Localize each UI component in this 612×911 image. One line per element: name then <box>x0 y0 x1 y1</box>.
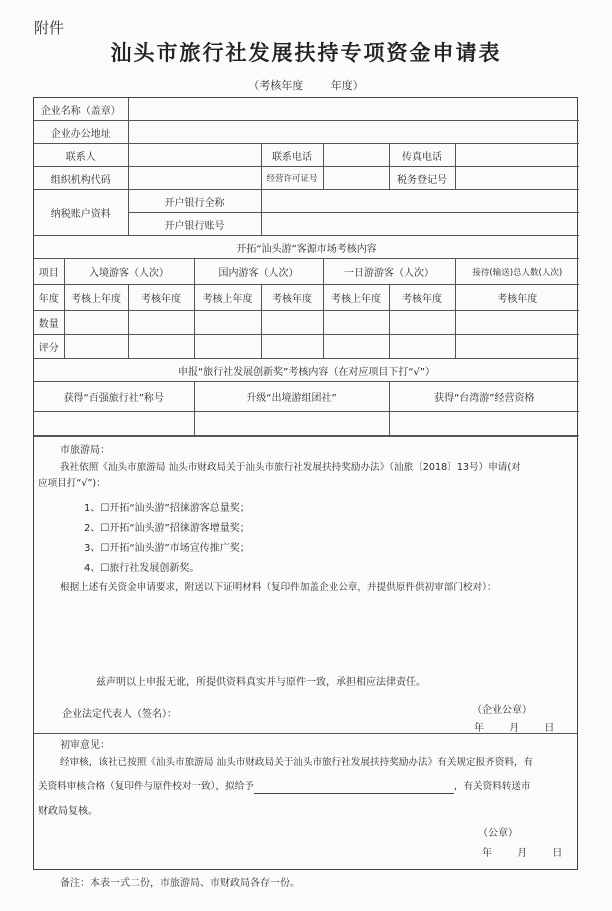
award-option-1[interactable]: 1、☐开拓“汕头游”招徕游客总量奖； <box>84 503 250 514</box>
application-statement <box>34 436 577 869</box>
quantity-cell[interactable] <box>455 311 579 335</box>
application-form <box>33 97 578 870</box>
score-cell[interactable] <box>64 335 128 359</box>
daytrip-cur-year: 考核年度 <box>389 285 455 311</box>
domestic-prev-year: 考核上年度 <box>194 285 261 311</box>
review-date-month: 月 <box>517 848 528 859</box>
fax-field[interactable] <box>455 144 579 167</box>
market-section-title: 开拓“汕头游”客源市场考核内容 <box>34 236 579 259</box>
contact-label: 联系人 <box>34 144 128 167</box>
taiwan-label: 获得“台湾游”经营资格 <box>389 382 579 412</box>
tax-account-label: 纳税账户资料 <box>34 190 128 236</box>
daytrip-prev-year: 考核上年度 <box>323 285 389 311</box>
score-cell[interactable] <box>455 335 579 359</box>
score-cell[interactable] <box>323 335 389 359</box>
review-line2b: ，有关资料转送市 <box>453 781 531 792</box>
company-seal-label: （企业公章） <box>472 705 532 716</box>
review-line2a: 关资料审核合格（复印件与原件校对一致），拟给予 <box>38 781 254 792</box>
statement-line2: 应项目打“√”)： <box>38 478 106 489</box>
phone-label: 联系电话 <box>261 144 323 167</box>
company-name-field[interactable] <box>128 98 579 121</box>
domestic-label: 国内游客（人次） <box>194 259 323 285</box>
company-name-label: 企业名称（盖章） <box>34 98 128 121</box>
company-address-field[interactable] <box>128 121 579 144</box>
form-table <box>34 98 579 436</box>
footer-note: 备注：本表一式二份，市旅游局、市财政局各存一份。 <box>60 878 300 889</box>
assessment-year <box>0 77 612 93</box>
review-section <box>34 733 577 869</box>
fax-label: 传真电话 <box>389 144 455 167</box>
score-cell[interactable] <box>128 335 194 359</box>
inbound-label: 入境游客（人次） <box>64 259 194 285</box>
review-date-year: 年 <box>482 848 492 859</box>
bank-account-label: 开户银行账号 <box>128 213 261 236</box>
org-code-label: 组织机构代码 <box>34 167 128 190</box>
item-label: 项目 <box>34 259 64 285</box>
inbound-cur-year: 考核年度 <box>128 285 194 311</box>
review-title: 初审意见： <box>60 740 110 751</box>
score-cell[interactable] <box>261 335 323 359</box>
bank-name-field[interactable] <box>261 190 579 213</box>
materials-statement: 根据上述有关资金申请要求，附送以下证明材料（复印件加盖企业公章，并提供原件供初审部门校对）： <box>60 582 497 593</box>
award-option-2[interactable]: 2、☐开拓“汕头游”招徕游客增量奖； <box>84 523 250 534</box>
score-label: 评分 <box>34 335 64 359</box>
statement-addressee: 市旅游局： <box>60 445 110 456</box>
org-code-field[interactable] <box>128 167 261 190</box>
score-cell[interactable] <box>389 335 455 359</box>
contact-field[interactable] <box>128 144 261 167</box>
bank-name-label: 开户银行全称 <box>128 190 261 213</box>
review-date-day: 日 <box>552 848 563 859</box>
reception-label: 接待(输送)总人数(人次) <box>455 259 579 285</box>
inbound-prev-year: 考核上年度 <box>64 285 128 311</box>
tax-reg-label: 税务登记号 <box>389 167 455 190</box>
review-line3: 财政局复核。 <box>38 806 98 817</box>
review-seal-label: （公章） <box>478 828 518 839</box>
quantity-cell[interactable] <box>128 311 194 335</box>
taiwan-check[interactable] <box>389 412 579 436</box>
innovation-section-title: 申报“旅行社发展创新奖”考核内容（在对应项目下打“√”） <box>34 359 579 382</box>
year-label-2: 年度） <box>330 79 364 92</box>
year-label-1: （考核年度 <box>248 79 304 92</box>
top100-check[interactable] <box>34 412 194 436</box>
domestic-cur-year: 考核年度 <box>261 285 323 311</box>
review-line1: 经审核，该社已按照《汕头市旅游局 汕头市财政局关于汕头市旅行社发展扶持奖励办法》有关规定报齐资料，有 <box>60 757 534 768</box>
declaration: 兹声明以上申报无讹，所提供资料真实并与原件一致，承担相应法律责任。 <box>96 677 426 688</box>
license-field[interactable] <box>323 167 389 190</box>
daytrip-label: 一日游游客（人次） <box>323 259 455 285</box>
form-title: 汕头市旅行社发展扶持专项资金申请表 <box>110 41 502 65</box>
license-label: 经营许可证号 <box>261 167 323 190</box>
quantity-cell[interactable] <box>64 311 128 335</box>
year-row-label: 年度 <box>34 285 64 311</box>
statement-line1: 我社依照《汕头市旅游局 汕头市财政局关于汕头市旅行社发展扶持奖励办法》（汕旅〔2018〕13号）申请(对 <box>60 462 521 473</box>
reception-cur-year: 考核年度 <box>455 285 579 311</box>
phone-field[interactable] <box>323 144 389 167</box>
legal-rep-label: 企业法定代表人（签名）： <box>62 709 177 720</box>
score-cell[interactable] <box>194 335 261 359</box>
date-year: 年 <box>474 723 484 734</box>
award-option-3[interactable]: 3、☐开拓“汕头游”市场宣传推广奖； <box>84 543 250 554</box>
quantity-cell[interactable] <box>261 311 323 335</box>
date-month: 月 <box>509 723 520 734</box>
outbound-label: 升级“出境游组团社” <box>194 382 389 412</box>
date-day: 日 <box>544 723 555 734</box>
award-option-4[interactable]: 4、☐旅行社发展创新奖。 <box>84 563 200 574</box>
quantity-cell[interactable] <box>194 311 261 335</box>
top100-label: 获得“百强旅行社”称号 <box>34 382 194 412</box>
attachment-label: 附件 <box>34 19 65 37</box>
quantity-cell[interactable] <box>323 311 389 335</box>
review-date <box>482 846 562 861</box>
quantity-cell[interactable] <box>389 311 455 335</box>
review-line2 <box>38 780 531 794</box>
tax-reg-field[interactable] <box>455 167 579 190</box>
quantity-label: 数量 <box>34 311 64 335</box>
statement-section <box>34 437 577 733</box>
outbound-check[interactable] <box>194 412 389 436</box>
amount-field[interactable] <box>254 783 454 794</box>
company-address-label: 企业办公地址 <box>34 121 128 144</box>
bank-account-field[interactable] <box>261 213 579 236</box>
